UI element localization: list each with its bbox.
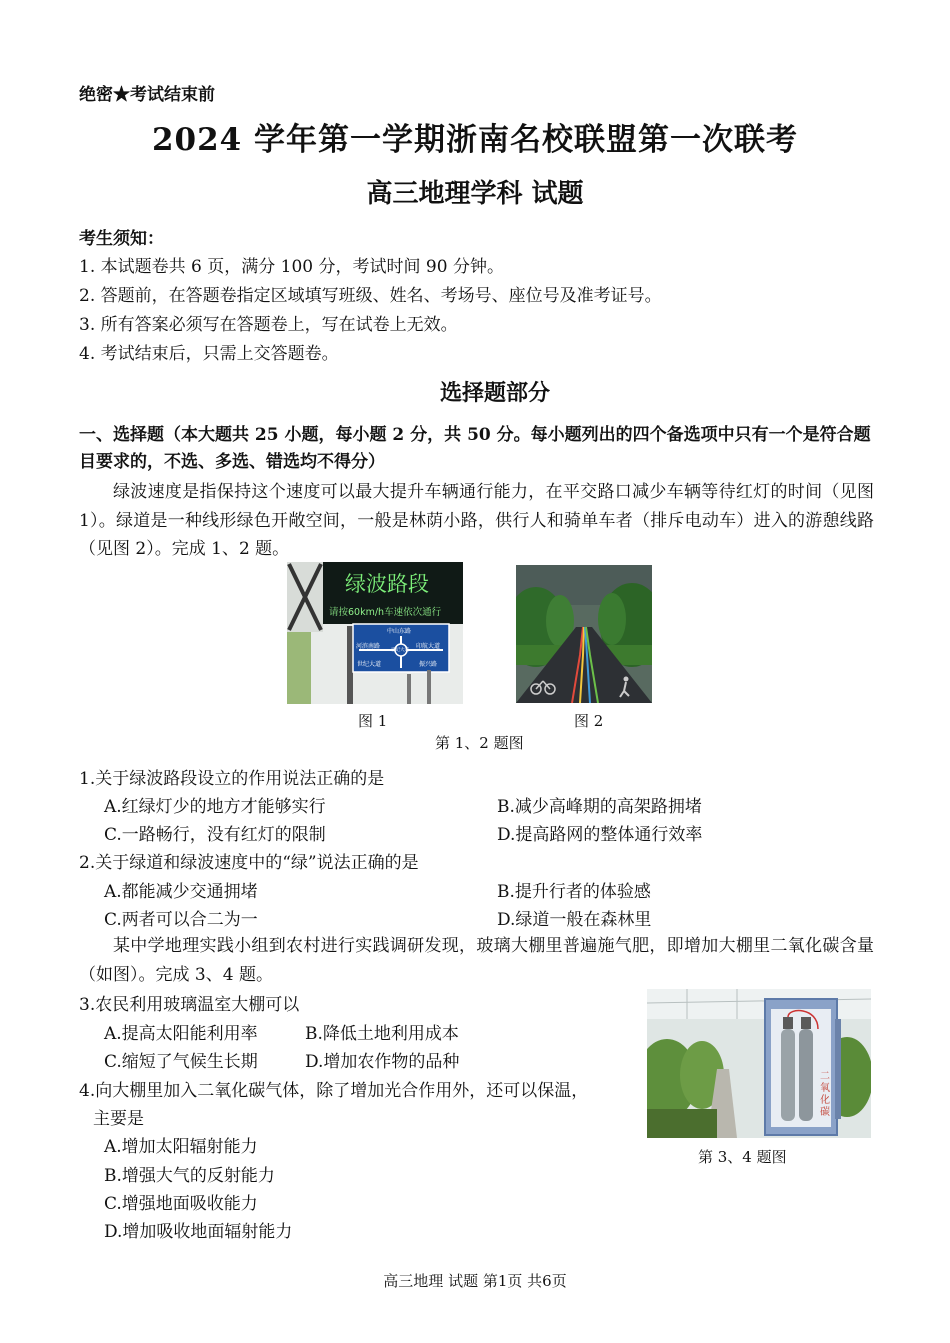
figure-3-4-greenhouse-photo	[647, 989, 871, 1138]
q3-option-b: B.降低土地利用成本	[305, 1024, 459, 1044]
q2-option-a: A.都能减少交通拥堵	[104, 882, 258, 902]
q1-option-b: B.减少高峰期的高架路拥堵	[497, 797, 702, 817]
figure-3-4-caption: 第 3、4 题图	[698, 1148, 787, 1166]
exam-title: 2024 学年第一学期浙南名校联盟第一次联考	[151, 122, 799, 158]
exam-subtitle: 高三地理学科 试题	[366, 179, 584, 209]
notice-item-1: 1. 本试题卷共 6 页，满分 100 分，考试时间 90 分钟。	[79, 257, 504, 277]
q4-option-a: A.增加太阳辐射能力	[104, 1137, 258, 1157]
road-sign-bottom-left: 世纪大道	[357, 661, 382, 668]
road-sign-top: 中山东路	[387, 628, 412, 635]
q1-option-a: A.红绿灯少的地方才能够实行	[104, 797, 326, 817]
co2-cabinet-label: 二氧化碳	[820, 1071, 830, 1118]
page-footer: 高三地理 试题 第1页 共6页	[383, 1272, 567, 1290]
q2-option-c: C.两者可以合二为一	[104, 910, 258, 930]
intro-questions-1-2: 绿波速度是指保持这个速度可以最大提升车辆通行能力，在平交路口减少车辆等待红灯的时间（见图 1）。绿道是一种线形绿色开敞空间，一般是林荫小路，供行人和骑单车者（排斥电动车）进入的游憩线路（见图 2）。完成 1、2 题。	[79, 482, 874, 559]
figure-3-4-graphic	[647, 989, 871, 1138]
figure-1-green-wave-sign	[287, 562, 463, 704]
section-title: 选择题部分	[439, 380, 550, 406]
q1-stem: 1.关于绿波路段设立的作用说法正确的是	[79, 769, 385, 789]
q1-option-d: D.提高路网的整体通行效率	[497, 825, 703, 845]
q2-option-d: D.绿道一般在森林里	[497, 910, 652, 930]
road-sign-right: 印航大道	[416, 643, 441, 650]
figure-2-caption: 图 2	[574, 712, 604, 730]
confidential-label: 绝密★考试结束前	[79, 85, 215, 105]
road-sign-left: 河滨南路	[356, 643, 381, 650]
q3-option-d: D.增加农作物的品种	[305, 1052, 460, 1072]
notice-item-2: 2. 答题前，在答题卷指定区域填写班级、姓名、考场号、座位号及准考证号。	[79, 286, 662, 306]
figure-1-caption: 图 1	[358, 712, 388, 730]
green-wave-sign-text: 绿波路段	[345, 572, 429, 596]
figure-2-greenway-photo	[516, 565, 652, 703]
q4-option-b: B.增强大气的反射能力	[104, 1166, 275, 1186]
notice-heading: 考生须知：	[79, 229, 164, 249]
figure-1-2-caption: 第 1、2 题图	[435, 734, 524, 752]
road-sign-center: 世纪大道	[391, 648, 409, 653]
q4-option-d: D.增加吸收地面辐射能力	[104, 1222, 293, 1242]
q4-stem-continued: 主要是	[93, 1109, 144, 1129]
notice-item-3: 3. 所有答案必须写在答题卷上，写在试卷上无效。	[79, 315, 458, 335]
q2-stem: 2.关于绿道和绿波速度中的“绿”说法正确的是	[79, 853, 419, 873]
figure-2-graphic	[516, 565, 652, 703]
notice-item-4: 4. 考试结束后，只需上交答题卷。	[79, 344, 339, 364]
q4-option-c: C.增强地面吸收能力	[104, 1194, 258, 1214]
q3-stem: 3.农民利用玻璃温室大棚可以	[79, 995, 300, 1015]
q3-option-c: C.缩短了气候生长期	[104, 1052, 258, 1072]
q2-option-b: B.提升行者的体验感	[497, 882, 651, 902]
part1-heading: 一、选择题（本大题共 25 小题，每小题 2 分，共 50 分。每小题列出的四个备选项中只有一个是符合题目要求的，不选、多选、错选均不得分）	[79, 425, 871, 472]
green-wave-sign-subtext: 请按60km/h车速依次通行	[329, 607, 442, 618]
intro-questions-3-4: 某中学地理实践小组到农村进行实践调研发现，玻璃大棚里普遍施气肥，即增加大棚里二氧化碳含量（如图）。完成 3、4 题。	[79, 936, 874, 985]
q1-option-c: C.一路畅行，没有红灯的限制	[104, 825, 326, 845]
road-sign-bottom-right: 振兴路	[419, 661, 438, 668]
q3-option-a: A.提高太阳能利用率	[104, 1024, 258, 1044]
q4-stem: 4.向大棚里加入二氧化碳气体，除了增加光合作用外，还可以保温，	[79, 1081, 589, 1101]
